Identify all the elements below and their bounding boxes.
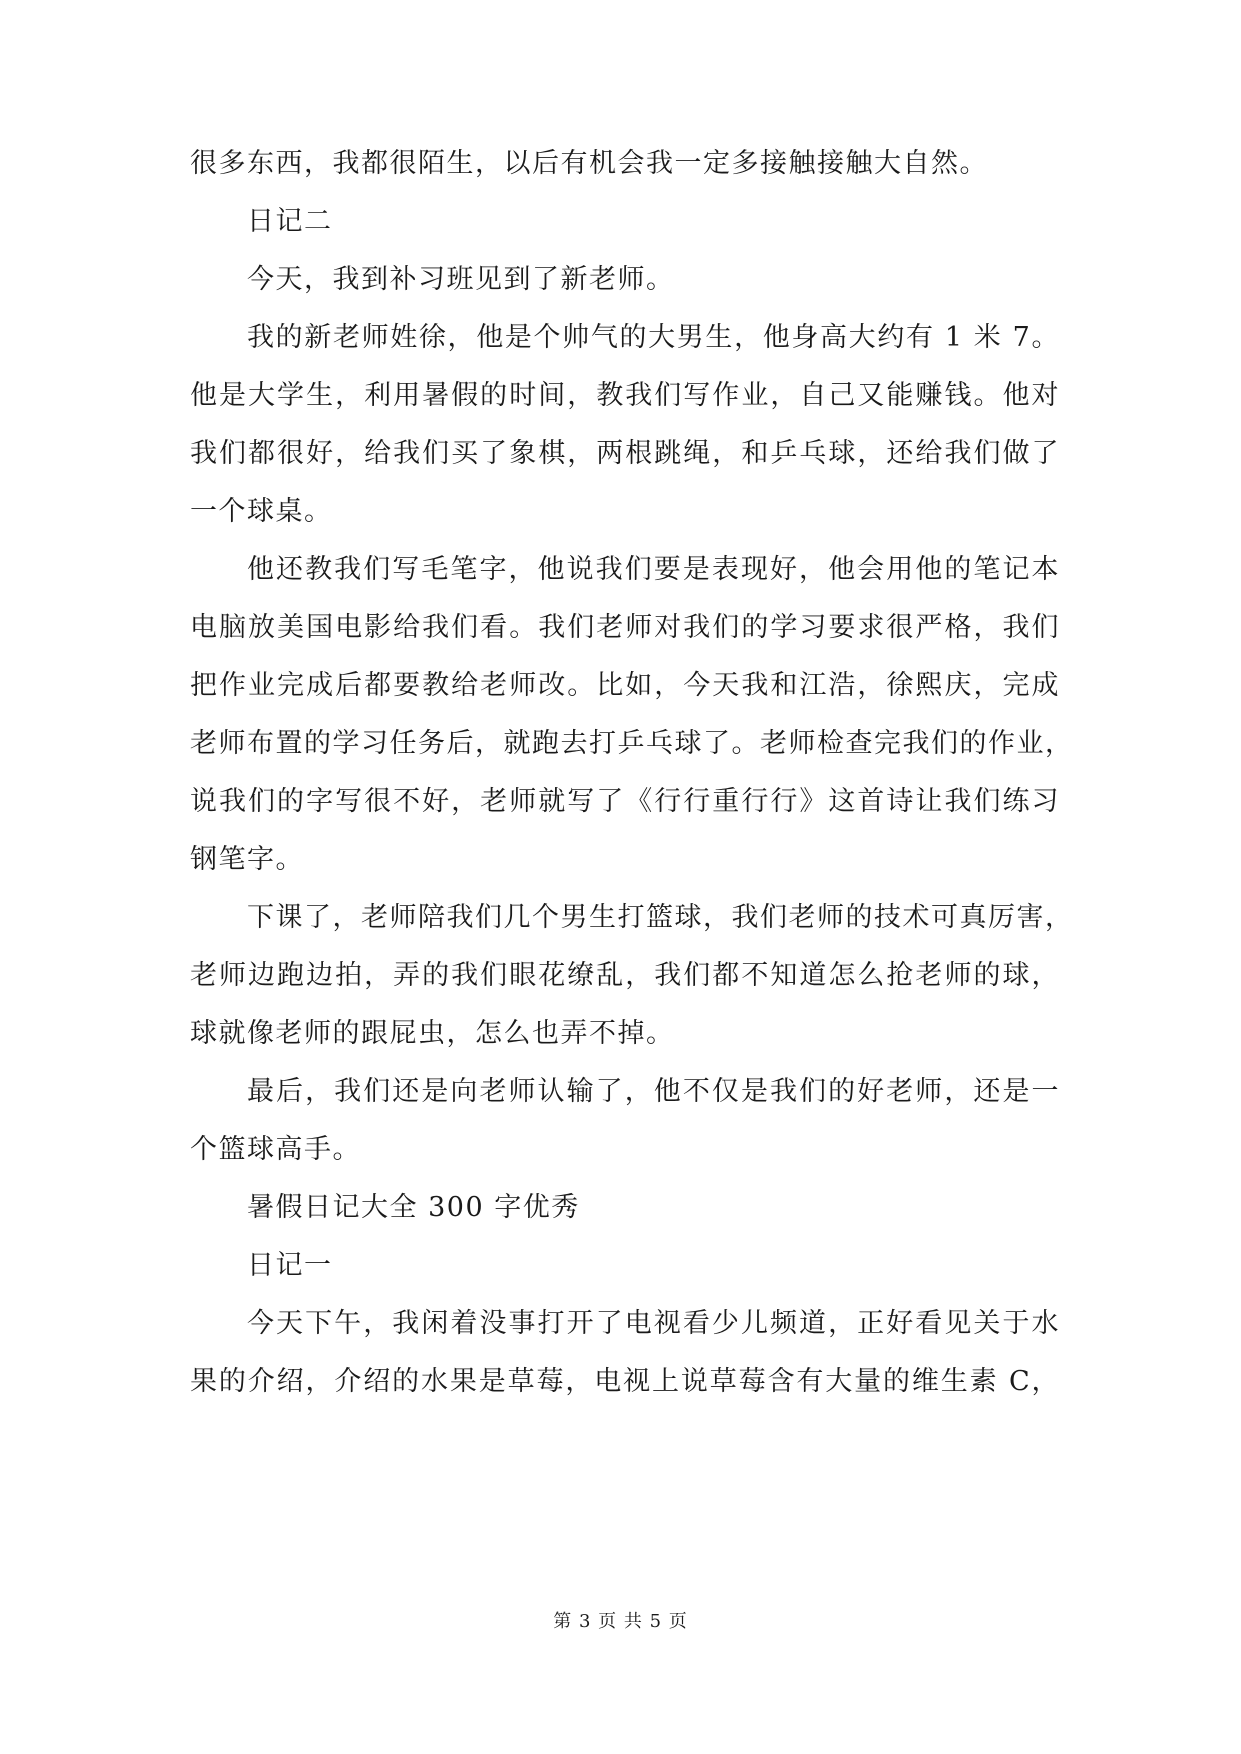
paragraph-line: 一个球桌。 bbox=[190, 496, 333, 527]
paragraph-line: 老师边跑边拍，弄的我们眼花缭乱，我们都不知道怎么抢老师的球， bbox=[190, 960, 1060, 991]
page-footer: 第 3 页 共 5 页 bbox=[553, 1611, 688, 1632]
paragraph-line: 最后，我们还是向老师认输了，他不仅是我们的好老师，还是一 bbox=[247, 1076, 1060, 1107]
paragraph-line: 电脑放美国电影给我们看。我们老师对我们的学习要求很严格，我们 bbox=[190, 612, 1060, 643]
paragraph-line: 老师布置的学习任务后，就跑去打乒乓球了。老师检查完我们的作业， bbox=[190, 728, 1074, 759]
section-title: 暑假日记大全 300 字优秀 bbox=[247, 1192, 580, 1223]
paragraph-line: 他还教我们写毛笔字，他说我们要是表现好，他会用他的笔记本 bbox=[247, 554, 1060, 585]
paragraph-line: 球就像老师的跟屁虫，怎么也弄不掉。 bbox=[190, 1018, 675, 1049]
paragraph-line: 今天，我到补习班见到了新老师。 bbox=[247, 264, 675, 295]
paragraph-line: 我们都很好，给我们买了象棋，两根跳绳，和乒乓球，还给我们做了 bbox=[190, 438, 1060, 469]
paragraph-line: 他是大学生，利用暑假的时间，教我们写作业，自己又能赚钱。他对 bbox=[190, 380, 1060, 411]
paragraph-line: 下课了，老师陪我们几个男生打篮球，我们老师的技术可真厉害， bbox=[247, 902, 1074, 933]
paragraph-line: 说我们的字写很不好，老师就写了《行行重行行》这首诗让我们练习 bbox=[190, 786, 1060, 817]
section-heading-diary-two: 日记二 bbox=[247, 206, 333, 237]
paragraph-line: 果的介绍，介绍的水果是草莓，电视上说草莓含有大量的维生素 C， bbox=[190, 1366, 1060, 1397]
paragraph-line: 钢笔字。 bbox=[190, 844, 304, 875]
paragraph-line: 很多东西，我都很陌生，以后有机会我一定多接触接触大自然。 bbox=[190, 148, 988, 179]
paragraph-line: 我的新老师姓徐，他是个帅气的大男生，他身高大约有 1 米 7。 bbox=[247, 322, 1060, 353]
paragraph-line: 今天下午，我闲着没事打开了电视看少儿频道，正好看见关于水 bbox=[247, 1308, 1060, 1339]
section-heading-diary-one: 日记一 bbox=[247, 1250, 333, 1281]
paragraph-line: 把作业完成后都要教给老师改。比如，今天我和江浩，徐熙庆，完成 bbox=[190, 670, 1060, 701]
paragraph-line: 个篮球高手。 bbox=[190, 1134, 361, 1165]
